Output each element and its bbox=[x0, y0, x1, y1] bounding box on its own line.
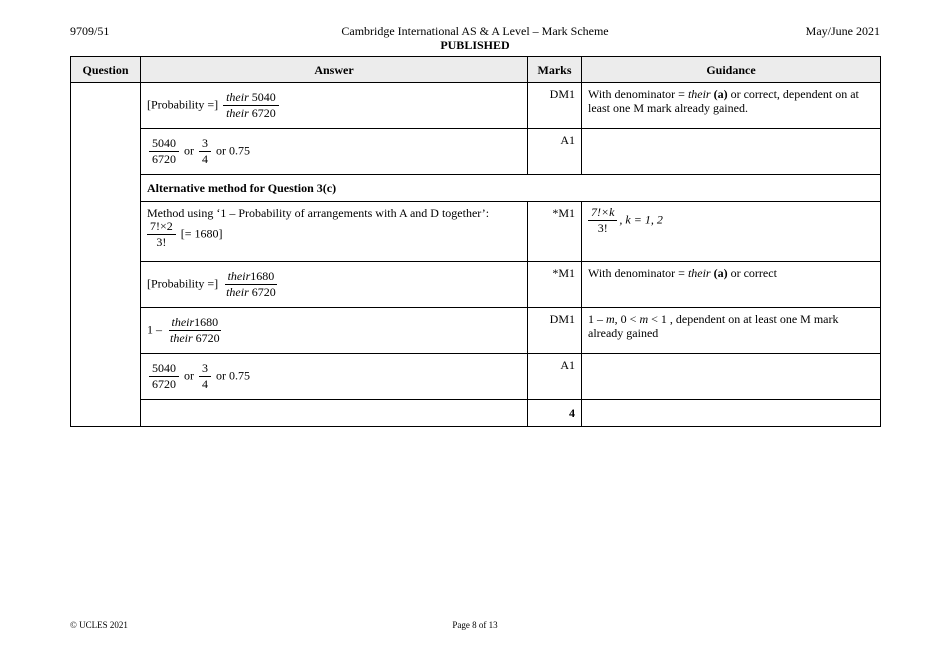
column-header-marks: Marks bbox=[528, 57, 582, 83]
published-label: PUBLISHED bbox=[440, 38, 510, 52]
answer-cell: 1 – $\frac{\text{their1680}}{\text{their 6720}}$ bbox=[141, 308, 528, 354]
fraction: $\frac{3}{4}$ bbox=[199, 362, 211, 391]
table-header-row bbox=[71, 57, 881, 83]
column-header-answer: Answer bbox=[141, 57, 528, 83]
guidance-cell: 1 – m, 0 < m < 1 , dependent on at least one M mark already gained bbox=[582, 308, 881, 354]
answer-prefix: [Probability =] bbox=[147, 97, 219, 112]
title-text: Cambridge International AS & A Level – Mark Scheme bbox=[341, 24, 609, 38]
question-cell bbox=[71, 83, 141, 427]
guidance-cell: $\frac{7!\times k}{3!}$ , k = 1, 2 bbox=[582, 202, 881, 262]
marks-cell: A1 bbox=[528, 129, 582, 175]
answer-cell: $\frac{5040}{6720}$ or $\frac{3}{4}$ or 0.75 bbox=[141, 129, 528, 175]
marks-cell: *M1 bbox=[528, 202, 582, 262]
table-row bbox=[71, 83, 881, 129]
table-row bbox=[71, 202, 881, 262]
column-header-guidance: Guidance bbox=[582, 57, 881, 83]
marks-cell: DM1 bbox=[528, 308, 582, 354]
total-marks-cell: 4 bbox=[528, 400, 582, 427]
fraction: $\frac{3}{4}$ bbox=[199, 137, 211, 166]
column-header-question: Question bbox=[71, 57, 141, 83]
alternative-method-heading: Alternative method for Question 3(c) bbox=[141, 175, 881, 202]
fraction: $\frac{7!\times 2}{3!}$ bbox=[147, 220, 176, 249]
guidance-cell: With denominator = their (a) or correct bbox=[582, 262, 881, 308]
table-row bbox=[71, 262, 881, 308]
guidance-cell bbox=[582, 400, 881, 427]
copyright: © UCLES 2021 bbox=[70, 620, 128, 630]
guidance-cell: With denominator = their (a) or correct, dependent on at least one M mark already gained. bbox=[582, 83, 881, 129]
fraction: $\frac{5040}{6720}$ bbox=[149, 362, 179, 391]
marks-cell: *M1 bbox=[528, 262, 582, 308]
fraction: $\frac{\text{their1680}}{\text{their 6720}}$ bbox=[170, 315, 220, 345]
marks-cell: DM1 bbox=[528, 83, 582, 129]
fraction: $\frac{7!\times k}{3!}$ bbox=[588, 206, 617, 235]
page-number: Page 8 of 13 bbox=[452, 620, 498, 630]
fraction: $\frac{5040}{6720}$ bbox=[149, 137, 179, 166]
paper-code: 9709/51 bbox=[70, 24, 110, 38]
table-row bbox=[71, 308, 881, 354]
exam-session: May/June 2021 bbox=[805, 24, 880, 38]
table-row bbox=[71, 400, 881, 427]
method-text: Method using ‘1 – Probability of arrangements with A and D together’: bbox=[147, 206, 490, 220]
table-row bbox=[71, 354, 881, 400]
marks-cell: A1 bbox=[528, 354, 582, 400]
answer-cell: [Probability =] $\frac{\text{their1680}}{\text{their 6720}}$ bbox=[141, 262, 528, 308]
guidance-cell bbox=[582, 129, 881, 175]
fraction: $\frac{\text{their1680}}{\text{their 6720}}$ bbox=[226, 269, 276, 299]
table-row bbox=[71, 175, 881, 202]
answer-cell: Method using ‘1 – Probability of arrangements with A and D together’: $\frac{7!\times 2}{3!}$ [= 1680] bbox=[141, 202, 528, 262]
mark-scheme-table bbox=[70, 56, 881, 427]
answer-cell: $\frac{5040}{6720}$ or $\frac{3}{4}$ or 0.75 bbox=[141, 354, 528, 400]
answer-cell bbox=[141, 400, 528, 427]
answer-cell bbox=[141, 83, 528, 129]
table-row bbox=[71, 129, 881, 175]
guidance-cell bbox=[582, 354, 881, 400]
fraction: $\frac{\text{their 5040}}{\text{their 6720}}$ bbox=[223, 91, 279, 120]
